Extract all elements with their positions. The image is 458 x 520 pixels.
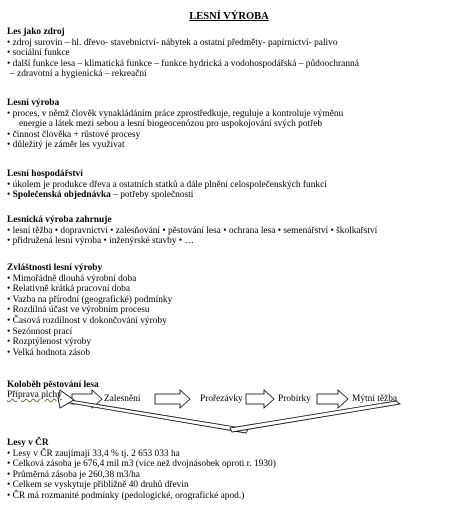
term-suffix: – potřeby společnosti [110,190,194,201]
list-item: • Celková zásoba je 676,4 mil m3 (více než dvojnásobek oproti r. 1930) [7,459,276,470]
arrow-right-icon [246,390,274,408]
arrow-right-icon [155,390,190,408]
section-heading: Lesy v ČR [7,438,49,448]
section-heading: Lesní výroba [7,98,60,108]
section-lesni-hospodarstvi [7,169,453,201]
cycle-heading: Koloběh pěstování lesa [7,380,99,390]
list-item: • důležitý je záměr les využívat [7,140,125,151]
list-item: • úkolem je produkce dřeva a ostatních statků a dále plnění celospolečenských funkcí [7,179,327,190]
list-item: • Velká hodnota zásob [7,347,91,358]
return-arrow-icon [230,401,400,432]
section-lesni-vyroba [7,98,453,151]
list-item: • přidružená lesní výroba • inženýrské stavby • … [7,236,194,247]
bold-term: Společenská objednávka [12,190,111,201]
section-heading: Zvláštnosti lesní výroby [7,263,103,273]
section-heading: Lesnická výroba zahrnuje [7,215,112,225]
list-item: • Průměrná zásoba je 260,38 m3/ha [7,469,140,480]
document-title: LESNÍ VÝROBA [189,11,269,22]
list-item: • sociální funkce [7,48,70,59]
section-heading: Les jako zdroj [7,27,65,37]
section-lesnicka-vyroba-zahrnuje [7,215,453,247]
list-item: • činnost člověka + růstové procesy [7,129,141,140]
list-item: • ČR má rozmanité podmínky (pedologické, orografické apod.) [7,490,245,501]
list-item: – zdravotní a hygienická – rekreační [10,69,147,80]
cycle-step: Zalesnění [104,394,141,404]
arrow-right-icon [317,390,348,408]
list-item: • Lesy v ČR zaujímají 33,4 % tj. 2 653 033 ha [7,448,180,459]
list-item: • Rozptýlenost výroby [7,337,92,348]
list-item: • lesní těžba • dopravnictví • zalesňování • pěstování lesa • ochrana lesa • semenářství • školkařství [7,225,378,236]
list-item: • zdroj surovin – hl. dřevo- stavebnictví- nábytek a ostatní předměty- papírnictví- palivo [7,37,338,48]
section-heading: Lesní hospodářství [7,169,83,179]
list-item: • Časová rozdílnost v dokončování výroby [7,315,167,326]
list-item: • Společenská objednávka – potřeby společnosti [7,190,194,201]
list-item: • Rozdílná účast ve výrobním procesu [7,305,150,316]
list-item: • Mimořádně dlouhá výrobní doba [7,273,137,284]
cycle-step: Probírky [278,394,311,404]
list-item: • Sezónnost prací [7,326,73,337]
list-item: • Celkem se vyskytuje přibližně 40 druhů dřevin [7,480,189,491]
return-arrow-icon [64,400,248,433]
list-item: • Vazba na přírodní (geografické) podmínky [7,294,173,305]
cycle-diagram [0,388,458,438]
cycle-step: Prořezávky [200,394,243,404]
list-item: • proces, v němž člověk vynakládáním práce zprostředkuje, reguluje a kontroluje výměnu [7,108,344,119]
section-les-jako-zdroj [7,27,453,80]
list-item: energie a látek mezi sebou a lesní biogeocenózou pro uspokojování svých potřeb [19,119,323,130]
section-zvlastnosti [7,263,453,358]
cycle-step: Příprava plchy [7,390,62,400]
cycle-step: Mýtní těžba [352,394,398,404]
section-lesy-v-cr [7,438,453,502]
list-item: • Relativně krátká pracovní doba [7,284,131,295]
list-item: • další funkce lesa – klimatická funkce – funkce hydrická a vodohospodářská – půdoochranná [7,58,359,69]
